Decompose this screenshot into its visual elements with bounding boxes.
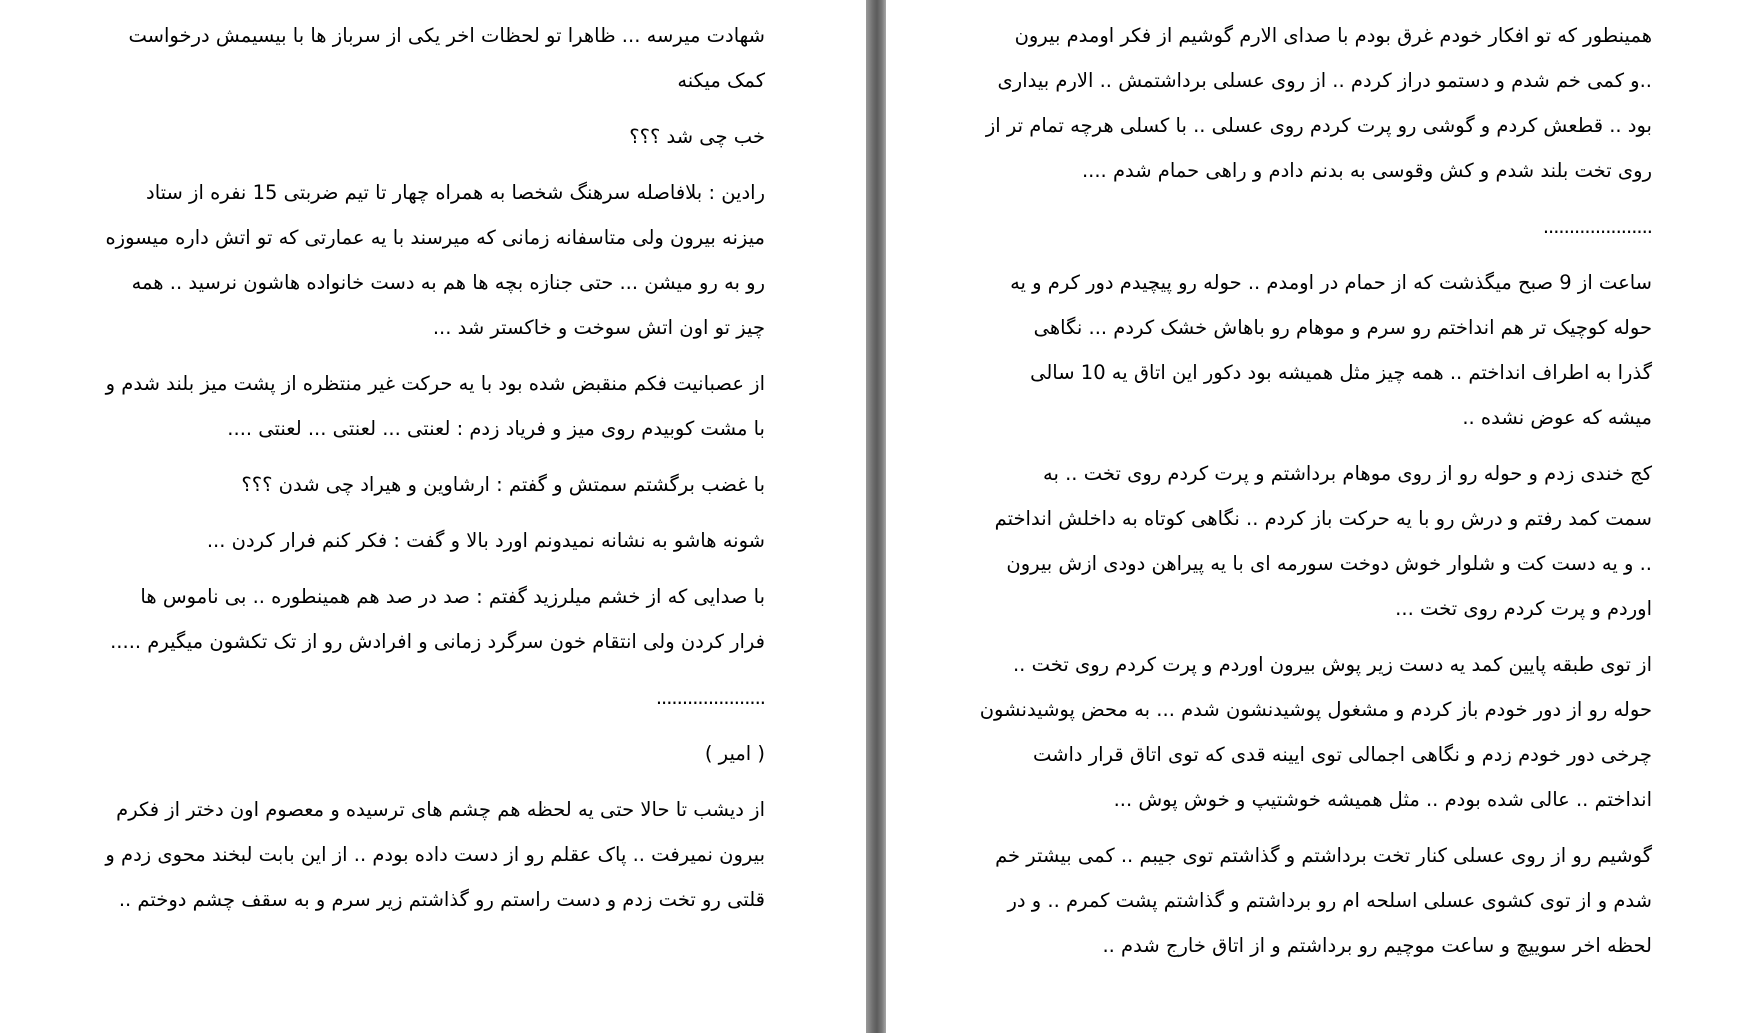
section-separator: ..................... [1542, 215, 1652, 238]
text-line: خب چی شد ؟؟؟ [629, 125, 765, 148]
text-line: کمک میکنه [677, 69, 765, 92]
paragraph [85, 518, 765, 563]
text-line: گوشیم رو از روی عسلی کنار تخت برداشتم و گذاشتم توی جیبم .. کمی بیشتر خم [995, 844, 1652, 867]
left-page-text [85, 13, 765, 933]
text-line: از عصبانیت فکم منقبض شده بود با یه حرکت غیر منتظره از پشت میز بلند شدم و [105, 372, 765, 395]
text-line: شدم و از توی کشوی عسلی اسلحه ام رو برداشتم و گذاشتم پشت کمرم .. و در [1007, 889, 1652, 912]
right-page [886, 0, 1747, 1033]
paragraph [952, 833, 1652, 968]
text-line: همینطور که تو افکار خودم غرق بودم با صدای الارم گوشیم از فکر اومدم بیرون [1014, 24, 1652, 47]
text-line: چرخی دور خودم زدم و نگاهی اجمالی توی ایینه قدی که توی اتاق قرار داشت [1032, 743, 1652, 766]
section-heading [85, 731, 765, 776]
paragraph [85, 170, 765, 350]
page-gutter [866, 0, 886, 1033]
text-line: ساعت از 9 صبح میگذشت که از حمام در اومدم .. حوله رو پیچیدم دور کرم و یه [1010, 271, 1652, 294]
text-line: بود .. قطعش کردم و گوشی رو پرت کردم روی عسلی .. با کسلی هرچه تمام تر از [985, 114, 1652, 137]
paragraph [952, 260, 1652, 440]
paragraph [85, 574, 765, 664]
text-line: میشه که عوض نشده .. [1462, 406, 1652, 429]
paragraph [85, 13, 765, 103]
heading-text: ( امیر ) [704, 742, 765, 765]
text-line: لحظه اخر سوییچ و ساعت موچیم رو برداشتم و از اتاق خارج شدم .. [1102, 934, 1652, 957]
text-line: با مشت کوبیدم روی میز و فریاد زدم : لعنتی ... لعنتی ... لعنتی .... [227, 417, 765, 440]
text-line: چیز تو اون اتش سوخت و خاکستر شد ... [432, 316, 765, 339]
left-page [0, 0, 866, 1033]
text-line: حوله کوچیک تر هم انداختم رو سرم و موهام رو باهاش خشک کردم ... نگاهی [1033, 316, 1652, 339]
text-line: قلتی رو تخت زدم و دست راستم رو گذاشتم زیر سرم و به سقف چشم دوختم .. [118, 888, 765, 911]
paragraph [85, 114, 765, 159]
text-line: بیرون نمیرفت .. پاک عقلم رو از دست داده بودم .. از این بابت لبخند محوی زدم و [105, 843, 765, 866]
paragraph [85, 361, 765, 451]
text-line: روی تخت بلند شدم و کش وقوسی به بدنم دادم و راهی حمام شدم .... [1081, 159, 1652, 182]
text-line: رادین : بلافاصله سرهنگ شخصا به همراه چهار تا تیم ضربتی 15 نفره از ستاد [146, 181, 765, 204]
text-line: اوردم و پرت کردم روی تخت ... [1395, 597, 1652, 620]
text-line: حوله رو از دور خودم باز کردم و مشغول پوشیدنشون شدم ... به محض پوشیدنشون [979, 698, 1652, 721]
text-line: با غضب برگشتم سمتش و گفتم : ارشاوین و هیراد چی شدن ؟؟؟ [241, 473, 765, 496]
paragraph [952, 451, 1652, 631]
text-line: انداختم .. عالی شده بودم .. مثل همیشه خوشتیپ و خوش پوش ... [1113, 788, 1652, 811]
section-separator: ..................... [655, 686, 765, 709]
text-line: کج خندی زدم و حوله رو از روی موهام برداشتم و پرت کردم روی تخت .. به [1043, 462, 1652, 485]
text-line: گذرا به اطراف انداختم .. همه چیز مثل همیشه بود دکور این اتاق یه 10 سالی [1030, 361, 1652, 384]
right-page-text [952, 13, 1652, 979]
text-line: .. و یه دست کت و شلوار خوش دوخت سورمه ای با یه پیراهن دودی ازش بیرون [1006, 552, 1652, 575]
text-line: میزنه بیرون ولی متاسفانه زمانی که میرسند با یه عمارتی که تو اتش داره میسوزه [105, 226, 765, 249]
text-line: سمت کمد رفتم و درش رو با یه حرکت باز کردم .. نگاهی کوتاه به داخلش انداختم [994, 507, 1652, 530]
text-line: رو به رو میشن ... حتی جنازه بچه ها هم به دست خانواده هاشون نرسید .. همه [131, 271, 765, 294]
paragraph [85, 787, 765, 922]
text-line: با صدایی که از خشم میلرزید گفتم : صد در صد هم همینطوره .. بی ناموس ها [140, 585, 765, 608]
text-line: فرار کردن ولی انتقام خون سرگرد زمانی و افرادش رو از تک تکشون میگیرم ..... [110, 630, 765, 653]
text-line: از توی طبقه پایین کمد یه دست زیر پوش بیرون اوردم و پرت کردم روی تخت .. [1012, 653, 1652, 676]
paragraph [952, 642, 1652, 822]
paragraph [85, 462, 765, 507]
text-line: از دیشب تا حالا حتی یه لحظه هم چشم های ترسیده و معصوم اون دختر از فکرم [116, 798, 765, 821]
text-line: شونه هاشو به نشانه نمیدونم اورد بالا و گفت : فکر کنم فرار کردن ... [206, 529, 765, 552]
text-line: ..و کمی خم شدم و دستمو دراز کردم .. از روی عسلی برداشتمش .. الارم بیداری [997, 69, 1652, 92]
text-line: شهادت میرسه ... ظاهرا تو لحظات اخر یکی از سرباز ها با بیسیمش درخواست [128, 24, 765, 47]
paragraph [952, 13, 1652, 193]
